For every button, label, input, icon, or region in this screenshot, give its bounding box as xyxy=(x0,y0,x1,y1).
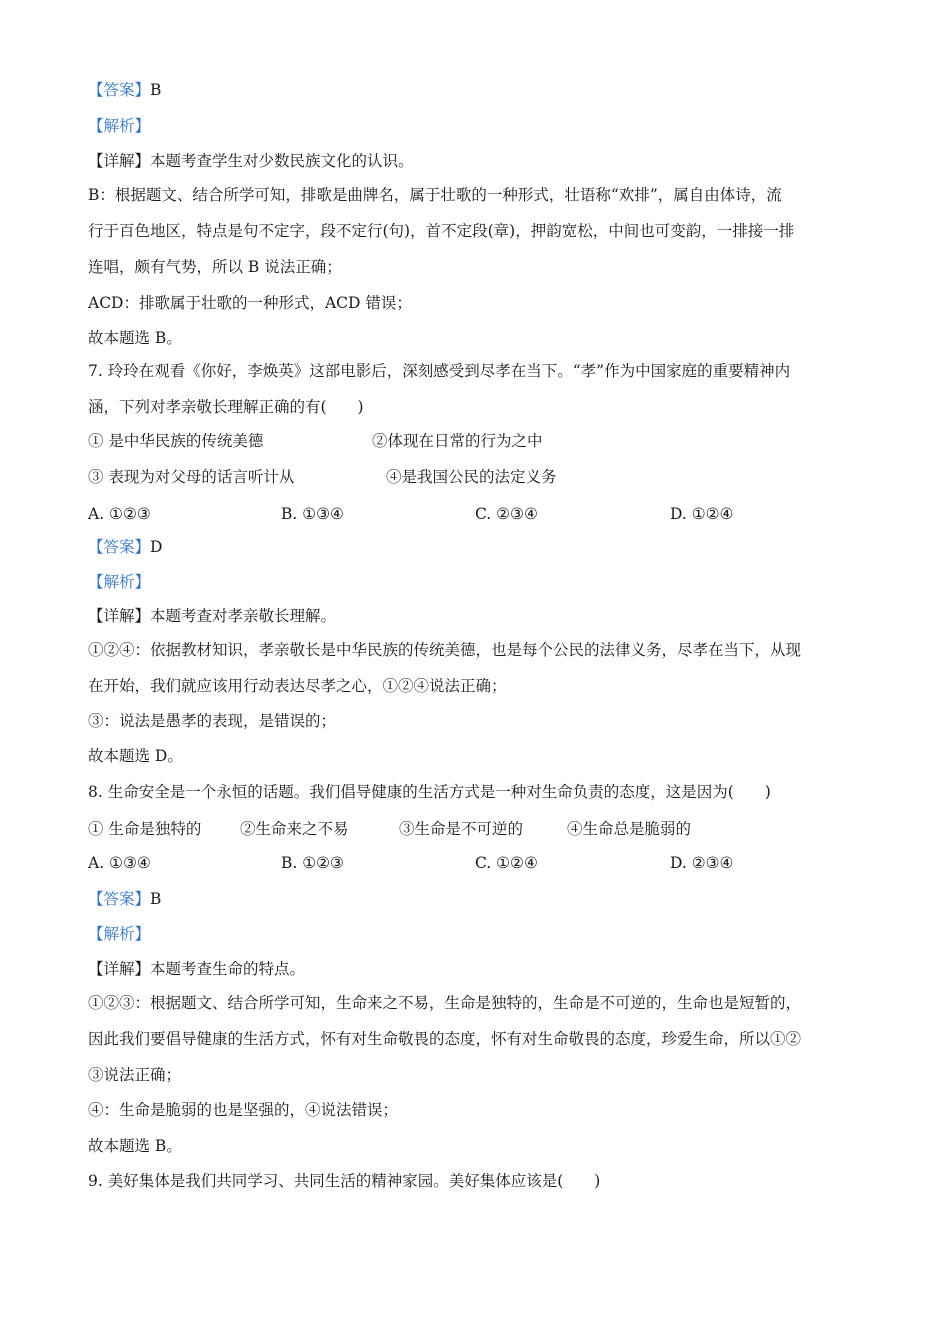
q8-conclusion: 故本题选 B。 xyxy=(88,1137,182,1155)
q7-option-b: B. ①③④ xyxy=(281,505,344,523)
q8-item-1: ① 生命是独特的 xyxy=(88,820,202,838)
q6-explanation-3: 连唱，颇有气势，所以 B 说法正确； xyxy=(88,258,342,276)
detail-tag: 【详解】 xyxy=(88,152,151,170)
q7-item-4: ④是我国公民的法定义务 xyxy=(386,468,557,486)
detail-tag: 【详解】 xyxy=(88,607,151,625)
q8-explanation-3: ③说法正确； xyxy=(88,1066,182,1084)
q8-answer-line xyxy=(88,888,161,910)
q6-explanation-2: 行于百色地区，特点是句不定字，段不定行(句)，首不定段(章)，押韵宽松，中间也可变韵，一排接一排 xyxy=(88,222,795,240)
q7-conclusion: 故本题选 D。 xyxy=(88,747,183,765)
q8-item-2: ②生命来之不易 xyxy=(240,820,349,838)
q9-stem-1: 9. 美好集体是我们共同学习、共同生活的精神家园。美好集体应该是( ) xyxy=(88,1172,601,1190)
answer-tag: 【答案】 xyxy=(88,81,151,99)
answer-value: B xyxy=(150,81,162,99)
q8-explanation-1: ①②③：根据题文、结合所学可知，生命来之不易，生命是独特的，生命是不可逆的，生命也是短暂的， xyxy=(88,994,802,1012)
answer-value: D xyxy=(150,538,163,556)
q6-answer-line xyxy=(88,79,161,101)
q7-item-1: ① 是中华民族的传统美德 xyxy=(88,432,264,450)
q6-analysis-tag: 【解析】 xyxy=(88,117,151,135)
answer-tag: 【答案】 xyxy=(88,538,151,556)
q8-item-4: ④生命总是脆弱的 xyxy=(567,820,692,838)
q6-detail-line xyxy=(88,150,414,172)
q7-detail-line xyxy=(88,605,336,627)
q7-answer-line xyxy=(88,536,162,558)
q7-option-d: D. ①②④ xyxy=(670,505,734,523)
q8-detail-line xyxy=(88,958,305,980)
q8-explanation-4: ④：生命是脆弱的也是坚强的，④说法错误； xyxy=(88,1101,399,1119)
q8-analysis-tag: 【解析】 xyxy=(88,925,151,943)
q8-option-d: D. ②③④ xyxy=(670,854,734,872)
q8-explanation-2: 因此我们要倡导健康的生活方式，怀有对生命敬畏的态度，怀有对生命敬畏的态度，珍爱生命，所以①② xyxy=(88,1030,802,1048)
q6-conclusion: 故本题选 B。 xyxy=(88,329,182,347)
detail-text: 本题考查对孝亲敬长理解。 xyxy=(150,607,337,625)
q7-explanation-3: ③：说法是愚孝的表现，是错误的； xyxy=(88,712,337,730)
q7-option-a: A. ①②③ xyxy=(88,505,151,523)
q8-item-3: ③生命是不可逆的 xyxy=(399,820,524,838)
q7-analysis-tag: 【解析】 xyxy=(88,573,151,591)
q7-explanation-1: ①②④：依据教材知识，孝亲敬长是中华民族的传统美德，也是每个公民的法律义务，尽孝在当下，从现 xyxy=(88,641,802,659)
q8-option-a: A. ①③④ xyxy=(88,854,151,872)
q7-stem-2: 涵，下列对孝亲敬长理解正确的有( ) xyxy=(88,398,364,416)
detail-tag: 【详解】 xyxy=(88,960,151,978)
answer-tag: 【答案】 xyxy=(88,890,151,908)
q8-option-c: C. ①②④ xyxy=(475,854,538,872)
answer-value: B xyxy=(150,890,162,908)
detail-text: 本题考查学生对少数民族文化的认识。 xyxy=(150,152,414,170)
q8-stem-1: 8. 生命安全是一个永恒的话题。我们倡导健康的生活方式是一种对生命负责的态度，这是因为( ) xyxy=(88,783,771,801)
q7-item-2: ②体现在日常的行为之中 xyxy=(372,432,543,450)
q6-explanation-1: B：根据题文、结合所学可知，排歌是曲牌名，属于壮歌的一种形式，壮语称“欢排”，属自由体诗，流 xyxy=(88,186,782,204)
q7-stem-1: 7. 玲玲在观看《你好，李焕英》这部电影后，深刻感受到尽孝在当下。“孝”作为中国家庭的重要精神内 xyxy=(88,362,791,380)
q7-item-3: ③ 表现为对父母的话言听计从 xyxy=(88,468,295,486)
q7-explanation-2: 在开始，我们就应该用行动表达尽孝之心，①②④说法正确； xyxy=(88,677,507,695)
q8-option-b: B. ①②③ xyxy=(281,854,344,872)
q6-explanation-4: ACD：排歌属于壮歌的一种形式，ACD 错误； xyxy=(88,294,412,312)
q7-option-c: C. ②③④ xyxy=(475,505,538,523)
detail-text: 本题考查生命的特点。 xyxy=(150,960,306,978)
